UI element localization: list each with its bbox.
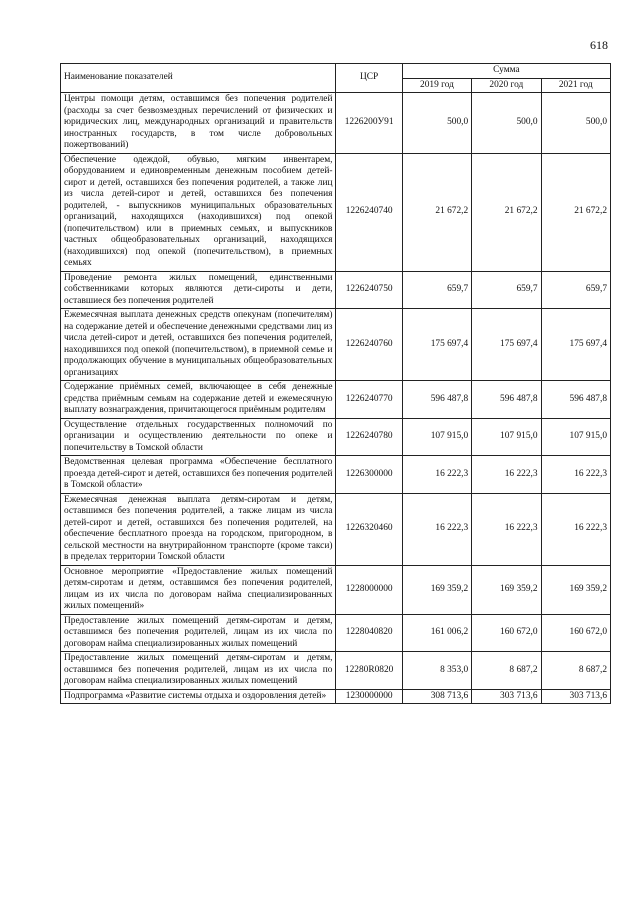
table-row <box>61 456 611 494</box>
table-row <box>61 309 611 381</box>
table-row <box>61 153 611 271</box>
row-2019: 169 359,2 <box>402 565 471 614</box>
table-row <box>61 271 611 309</box>
page-number: 618 <box>590 38 608 52</box>
row-2021: 160 672,0 <box>541 614 610 652</box>
budget-table <box>60 63 611 704</box>
row-csr: 1226240770 <box>336 381 402 419</box>
row-2019: 500,0 <box>402 93 471 154</box>
row-2020: 169 359,2 <box>472 565 541 614</box>
header-csr: ЦСР <box>336 64 402 93</box>
row-name: Ежемесячная денежная выплата детям-сиротам и детям, оставшимся без попечения родителей, а также лицам из числа детей-сирот и детей, оставшихся без попечения родителей, на обеспечение бесплатного проезда на городском, пригородном, в сельской местности на внутрирайонном транспорте (кроме такси) в пределах территории Томской области <box>61 493 336 565</box>
row-2021: 303 713,6 <box>541 689 610 704</box>
row-2021: 500,0 <box>541 93 610 154</box>
row-name: Осуществление отдельных государственных полномочий по организации и осуществлению деятельности по опеке и попечительству в Томской области <box>61 418 336 456</box>
row-2019: 161 006,2 <box>402 614 471 652</box>
row-csr: 1228000000 <box>336 565 402 614</box>
row-2019: 16 222,3 <box>402 493 471 565</box>
row-2019: 21 672,2 <box>402 153 471 271</box>
header-year-2021: 2021 год <box>541 78 610 93</box>
table-row <box>61 381 611 419</box>
row-2020: 160 672,0 <box>472 614 541 652</box>
header-year-2019: 2019 год <box>402 78 471 93</box>
row-2021: 596 487,8 <box>541 381 610 419</box>
row-2020: 659,7 <box>472 271 541 309</box>
row-csr: 1226240750 <box>336 271 402 309</box>
row-csr: 12280R0820 <box>336 652 402 690</box>
row-name: Ежемесячная выплата денежных средств опекунам (попечителям) на содержание детей и обеспечение денежными средствами лиц из числа детей-сирот и детей, оставшихся без попечения родителей, находившихся под опекой (попечительством), в приемной семье и продолжающих обучение в муниципальных общеобразовательных организациях <box>61 309 336 381</box>
row-name: Подпрограмма «Развитие системы отдыха и оздоровления детей» <box>61 689 336 704</box>
row-2020: 16 222,3 <box>472 493 541 565</box>
table-row <box>61 418 611 456</box>
row-csr: 1226320460 <box>336 493 402 565</box>
row-2021: 16 222,3 <box>541 493 610 565</box>
row-name: Проведение ремонта жилых помещений, единственными собственниками которых являются дети-сироты и дети, оставшиеся без попечения родителей <box>61 271 336 309</box>
row-2019: 16 222,3 <box>402 456 471 494</box>
row-2019: 8 353,0 <box>402 652 471 690</box>
table-row <box>61 689 611 704</box>
table-row <box>61 652 611 690</box>
row-2019: 107 915,0 <box>402 418 471 456</box>
row-2021: 16 222,3 <box>541 456 610 494</box>
row-2020: 8 687,2 <box>472 652 541 690</box>
row-name: Предоставление жилых помещений детям-сиротам и детям, оставшимся без попечения родителей, лицам из их числа по договорам найма специализированных жилых помещений <box>61 614 336 652</box>
row-2019: 175 697,4 <box>402 309 471 381</box>
row-2021: 21 672,2 <box>541 153 610 271</box>
header-row <box>61 64 611 79</box>
header-year-2020: 2020 год <box>472 78 541 93</box>
row-2020: 303 713,6 <box>472 689 541 704</box>
row-2020: 175 697,4 <box>472 309 541 381</box>
row-2019: 308 713,6 <box>402 689 471 704</box>
row-name: Обеспечение одеждой, обувью, мягким инвентарем, оборудованием и единовременным денежным пособием детей-сирот и детей, оставшихся без попечения родителей, а также лиц из числа детей-сирот и детей, оставшихся без попечения родителей, - выпускников муниципальных образовательных организаций, находящихся (находившихся) под опекой (попечительством) или в приемных семьях, и выпускников частных общеобразовательных организаций, находящихся (находившихся) под опекой (попечительством), в приемных семьях <box>61 153 336 271</box>
row-csr: 1226200У91 <box>336 93 402 154</box>
header-name: Наименование показателей <box>61 64 336 93</box>
row-name: Содержание приёмных семей, включающее в себя денежные средства приёмным семьям на содержание детей и ежемесячную выплату вознаграждения, причитающегося приёмным родителям <box>61 381 336 419</box>
row-2021: 659,7 <box>541 271 610 309</box>
row-name: Основное мероприятие «Предоставление жилых помещений детям-сиротам и детям, оставшимся без попечения родителей, лицам из их числа по договорам найма специализированных жилых помещений» <box>61 565 336 614</box>
row-csr: 1226240760 <box>336 309 402 381</box>
row-csr: 1226240780 <box>336 418 402 456</box>
row-2020: 16 222,3 <box>472 456 541 494</box>
row-csr: 1226240740 <box>336 153 402 271</box>
table-row <box>61 614 611 652</box>
row-csr: 1230000000 <box>336 689 402 704</box>
row-2019: 596 487,8 <box>402 381 471 419</box>
table-row <box>61 493 611 565</box>
row-2021: 8 687,2 <box>541 652 610 690</box>
row-2019: 659,7 <box>402 271 471 309</box>
header-sum: Сумма <box>402 64 610 79</box>
row-2020: 21 672,2 <box>472 153 541 271</box>
row-2020: 500,0 <box>472 93 541 154</box>
row-name: Ведомственная целевая программа «Обеспечение бесплатного проезда детей-сирот и детей, оставшихся без попечения родителей в Томской области» <box>61 456 336 494</box>
row-csr: 1226300000 <box>336 456 402 494</box>
table-row <box>61 565 611 614</box>
table-row <box>61 93 611 154</box>
row-2021: 169 359,2 <box>541 565 610 614</box>
row-2020: 596 487,8 <box>472 381 541 419</box>
row-2021: 175 697,4 <box>541 309 610 381</box>
table-body <box>61 93 611 704</box>
table-header <box>61 64 611 93</box>
row-name: Предоставление жилых помещений детям-сиротам и детям, оставшимся без попечения родителей, лицам из их числа по договорам найма специализированных жилых помещений <box>61 652 336 690</box>
row-2021: 107 915,0 <box>541 418 610 456</box>
row-name: Центры помощи детям, оставшимся без попечения родителей (расходы за счет безвозмездных перечислений от физических и юридических лиц, международных организаций и правительств иностранных государств, в том числе добровольных пожертвований) <box>61 93 336 154</box>
row-2020: 107 915,0 <box>472 418 541 456</box>
row-csr: 1228040820 <box>336 614 402 652</box>
